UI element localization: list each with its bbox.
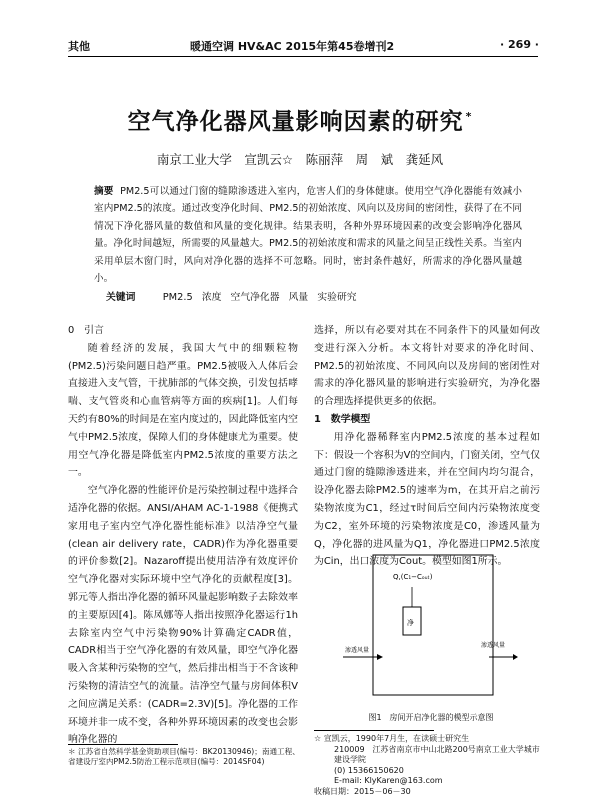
- left-arrow-head: [377, 654, 383, 660]
- paper-title-text: 空气净化器风量影响因素的研究: [128, 109, 464, 135]
- header-page-number: · 269 ·: [500, 38, 539, 51]
- keywords: [106, 289, 357, 303]
- abstract-text: PM2.5可以通过门窗的缝隙渗透进入室内，危害人们的身体健康。使用空气净化器能有效减小室内PM2.5的浓度。通过改变净化时间、PM2.5的初始浓度、风向以及房间的密闭性，获得了在不同情况下净化器风量的数值和风量的变化规律。结果表明，各种外界环境因素的改变会影响净化器风量。净化时间越短，所需要的风量越大。PM2.5的初始浓度和需求的风量之间呈正线性关系。当室内采用单层木窗门时，风向对净化器的选择不可忽略。同时，密封条件越好，所需求的净化器风量越小。: [94, 186, 522, 284]
- paragraph: 空气净化器的性能评价是污染控制过程中选择合适净化器的依据。ANSI/AHAM AC-1-1988《便携式家用电子室内空气净化器性能标准》以洁净空气量(clean air delivery rate，CADR)作为净化器重要的评价参数[2]。Nazaroff提出使用洁净有效度评价空气净化器对实际环境中空气净化的贡献程度[3]。郭元等人指出净化器的循环风量起影响数子去除效率的主要原因[4]。陈凤娜等人指出按照净化器运行1h去除室内空气中污染物90%计算确定CADR值，CADR相当于空气净化器的有效风量，即空气净化器吸入含某种污染物的空气，然后排出相当于不含该种污染物的清洁空气的流量。洁净空气量与房间体积V之间应满足关系：(CADR=2.3V)[5]。净化器的工作环境并非一成不变，各种外界环境因素的改变也会影响净化器的: [68, 482, 298, 749]
- header-rule: [68, 56, 538, 57]
- header-journal: 暖通空调 HV&AC 2015年第45卷增刊2: [190, 38, 394, 54]
- authors: 南京工业大学 宣凯云☆ 陈丽萍 周 斌 龚延风: [0, 150, 600, 168]
- header-section: 其他: [68, 38, 90, 54]
- right-arrow-head: [513, 654, 518, 660]
- right-arrow-label: 渗透风量: [481, 641, 505, 649]
- keywords-label: 关键词: [106, 292, 135, 303]
- title-footnote-mark: *: [466, 110, 473, 123]
- footnote-rule-right: [314, 730, 434, 731]
- paragraph: 随着经济的发展，我国大气中的细颗粒物(PM2.5)污染问题日趋严重。PM2.5被吸入人体后会直接进入支气管，干扰肺部的气体交换，引发包括哮喘、支气管炎和心血管病等方面的疾病[1]。人们每天约有80%的时间是在室内度过的，因此降低室内空气中PM2.5浓度，保障人们的身体健康尤为重要。使用空气净化器是降低室内PM2.5浓度的重要方法之一。: [68, 340, 298, 482]
- footnote-line: 收稿日期：2015－06－30: [314, 787, 540, 797]
- paragraph: 用净化器稀释室内PM2.5浓度的基本过程如下：假设一个容积为V的空间内，门窗关闭，空气仅通过门窗的缝隙渗透进来，并在空间内均匀混合，设净化器去除PM2.5的速率为m，在其开启之前污染物浓度为C1，经过τ时间后空间内污染物浓度变为C2，室外环境的污染物浓度是C0，渗透风量为Q，净化器的进风量为Q1，净化器进口PM2.5浓度为Cin，出口浓度为Cout。模型如图1所示。: [314, 429, 540, 571]
- abstract-label: 摘要: [94, 186, 114, 197]
- footnote-line: ☆ 宣凯云，1990年7月生，在读硕士研究生: [314, 734, 540, 745]
- footnote-line: E-mail: KlyKaren@163.com: [314, 776, 540, 787]
- funding-footnote: ＊ 江苏省自然科学基金资助项目(编号：BK20130946)；南通工程、省建设厅室内PM2.5防治工程示范项目(编号：2014SF04): [68, 747, 300, 767]
- left-column: [68, 322, 298, 749]
- room-outline: [373, 555, 493, 695]
- keyword: 空气净化器: [231, 292, 280, 303]
- footnote-rule-left: [68, 744, 178, 745]
- author-footnote: [314, 734, 540, 797]
- figure-caption: 图1 房间开启净化器的模型示意图: [322, 712, 540, 723]
- keyword: 浓度: [202, 292, 222, 303]
- section-heading-model: 1 数学模型: [314, 411, 540, 429]
- purifier-label: 净: [407, 618, 414, 627]
- left-arrow-label: 渗透风量: [345, 646, 369, 654]
- keyword: 风量: [289, 292, 309, 303]
- keyword: PM2.5: [163, 292, 193, 303]
- paper-title: [0, 103, 600, 136]
- figure-inner-label: Q,(C₁−Cₒᵤₜ): [393, 573, 433, 581]
- footnote-line: 210009 江苏省南京市中山北路200号南京工业大学城市建设学院: [314, 745, 540, 766]
- right-column: [314, 322, 540, 571]
- footnote-line: (0) 15366150620: [314, 766, 540, 777]
- keyword: 实验研究: [317, 292, 356, 303]
- paragraph: 选择，所以有必要对其在不同条件下的风量如何改变进行深入分析。本文将针对要求的净化时间、PM2.5的初始浓度、不同风向以及房间的密闭性对需求的净化器风量的影响进行实验研究，为净化器的合理选择提供更多的依据。: [314, 322, 540, 411]
- section-heading-intro: 0 引言: [68, 322, 298, 340]
- abstract: [94, 183, 522, 287]
- figure-room-model: [343, 547, 518, 707]
